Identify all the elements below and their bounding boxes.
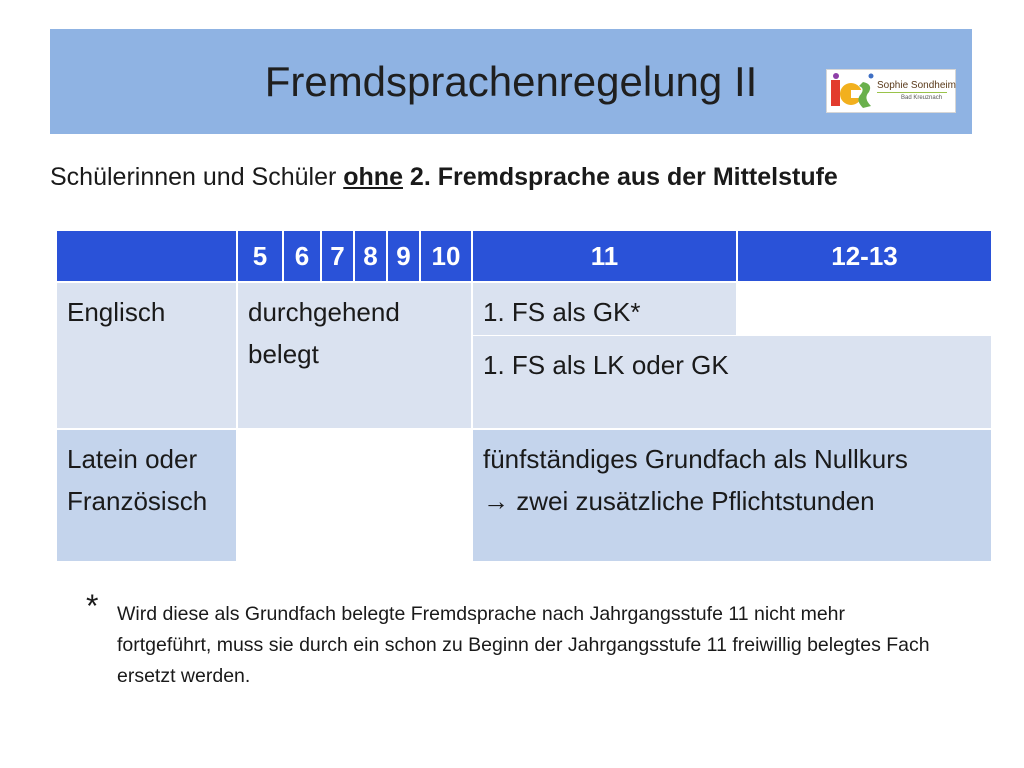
logo-name: Sophie Sondheim xyxy=(877,80,956,91)
englisch-cell-12-13-empty xyxy=(738,283,991,335)
header-cell-12-13: 12-13 xyxy=(738,231,991,281)
arrow-icon: → xyxy=(483,486,509,516)
slide-title: Fremdsprachenregelung II xyxy=(264,58,758,105)
latein-span-5-10 xyxy=(238,430,471,561)
header-cell-10: 10 xyxy=(421,231,471,281)
igs-logo-icon xyxy=(827,70,877,112)
logo-city: Bad Kreuznach xyxy=(901,95,943,101)
header-cell-8: 8 xyxy=(355,231,386,281)
header-cell-5: 5 xyxy=(238,231,282,281)
header-cell-empty xyxy=(57,231,236,281)
logo-divider xyxy=(877,92,947,93)
school-logo xyxy=(826,69,956,113)
englisch-span-5-10: durchgehend belegt xyxy=(238,283,471,428)
englisch-cell-11: 1. FS als GK* xyxy=(473,283,736,335)
footnote-star: * xyxy=(86,588,99,624)
subtitle-part3: 2. Fremdsprache aus der Mittelstufe xyxy=(402,163,838,191)
header-cell-11: 11 xyxy=(473,231,736,281)
englisch-cell-11-13: 1. FS als LK oder GK xyxy=(473,336,991,428)
latein-cell-line1: fünfständiges Grundfach als Nullkurs xyxy=(483,444,908,474)
header-cell-9: 9 xyxy=(388,231,419,281)
header-cell-6: 6 xyxy=(284,231,320,281)
row-label-englisch: Englisch xyxy=(57,283,236,428)
latein-cell-11-13 xyxy=(473,430,991,561)
row-label-latein-franzoesisch: Latein oder Französisch xyxy=(57,430,236,561)
latein-cell-line2: zwei zusätzliche Pflichtstunden xyxy=(509,486,875,516)
subtitle-part1: Schülerinnen und Schüler xyxy=(50,163,344,191)
header-cell-7: 7 xyxy=(322,231,353,281)
subtitle xyxy=(50,163,838,192)
footnote-text: Wird diese als Grundfach belegte Fremdsprache nach Jahrgangsstufe 11 nicht mehr fortgeführt, muss sie durch ein schon zu Beginn der Jahrgangsstufe 11 freiwillig belegtes Fach ersetzt werden. xyxy=(117,603,930,687)
subtitle-emphasis: ohne xyxy=(343,163,403,191)
